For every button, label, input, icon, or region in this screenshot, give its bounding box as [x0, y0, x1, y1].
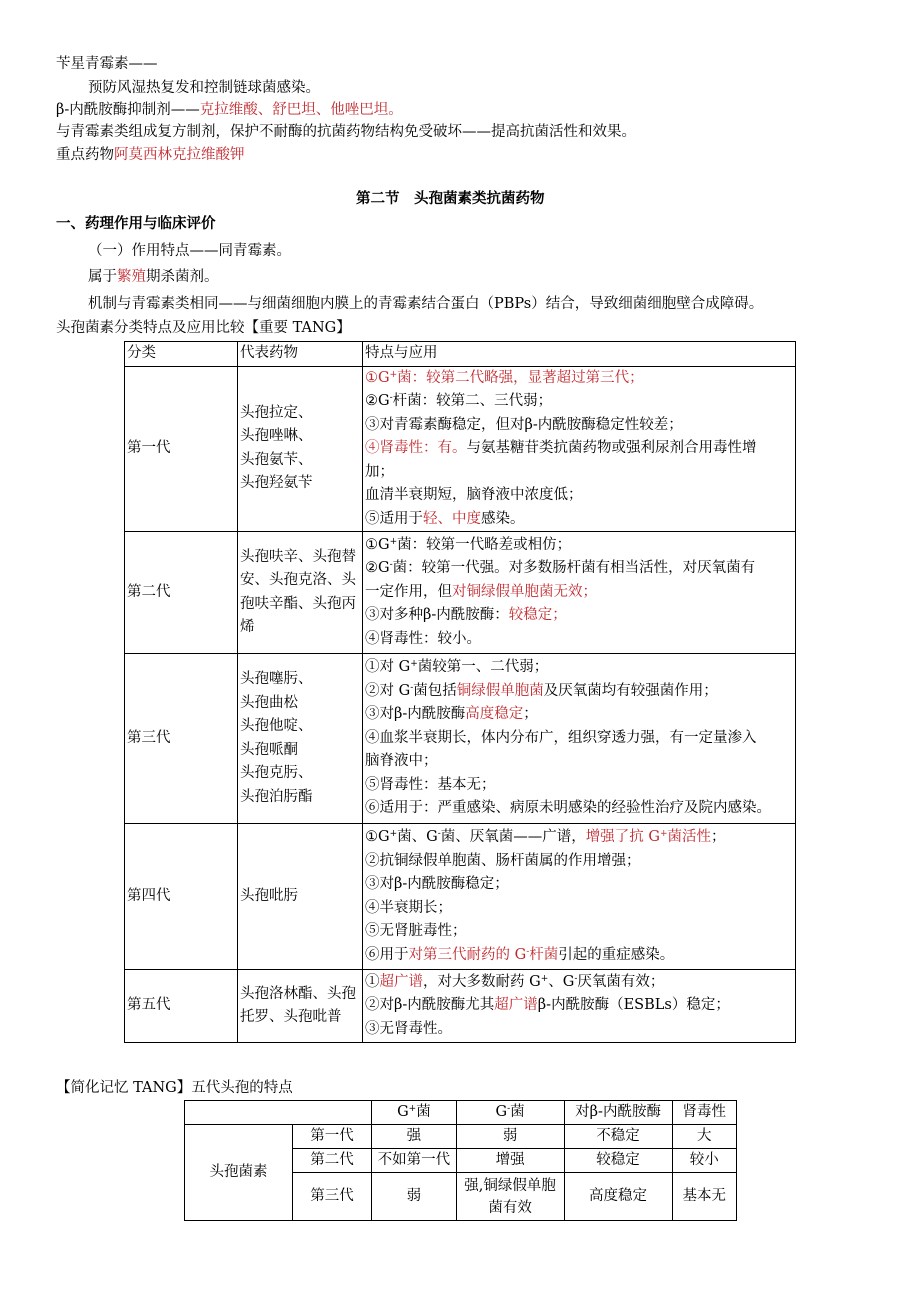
gen4-f1-sup1: + — [389, 829, 398, 839]
gen3-f2-sup: - — [410, 682, 414, 693]
gen1-drug: 头孢拉定、 — [240, 404, 313, 421]
intro-line-3-prefix: β-内酰胺酶抑制剂—— — [56, 102, 200, 118]
gen4-name: 第四代 — [125, 824, 238, 970]
memo-header-gp-sup: + — [408, 1104, 417, 1114]
memo-tox: 大 — [672, 1125, 736, 1149]
table-title: 头孢菌素分类特点及应用比较【重要 TANG】 — [56, 320, 351, 336]
memo-gp: 不如第一代 — [372, 1149, 456, 1173]
memo-enzyme: 不稳定 — [564, 1125, 672, 1149]
table-row-gen5 — [125, 970, 796, 1043]
gen3-f3-red: 高度稳定 — [465, 706, 524, 723]
gen4-feature — [365, 826, 793, 850]
gen5-f1-sup2: - — [574, 973, 578, 984]
gen4-feature: ③对β-内酰胺酶稳定； — [365, 876, 509, 892]
gen5-f2-red: 超广谱 — [494, 997, 538, 1014]
gen3-f2-suf: 及厌氧菌均有较强菌作用； — [543, 682, 718, 699]
gen1-f2-pre: ②G — [365, 393, 390, 409]
gen3-feature: ④血浆半衰期长，体内分布广，组织穿透力强，有一定量渗入 — [365, 729, 757, 746]
section-title: 第二节 头孢菌素类抗菌药物 — [356, 191, 545, 207]
gen3-feature — [365, 703, 793, 727]
gen2-f4-red: 较稳定； — [508, 607, 567, 624]
memo-enzyme: 高度稳定 — [564, 1173, 672, 1221]
gen2-f3-red: 对铜绿假单胞菌无效； — [452, 583, 597, 600]
intro-line-4: 与青霉素类组成复方制剂，保护不耐酶的抗菌药物结构免受破坏——提高抗菌活性和效果。 — [56, 124, 636, 140]
gen3-drug: 头孢哌酮 — [240, 741, 298, 758]
table-row-gen1 — [125, 366, 796, 532]
gen4-f1-red: 增强了抗 G — [585, 829, 660, 845]
gen4-f6-suf: 引起的重症感染。 — [558, 946, 675, 963]
paragraph-1-prefix: 属于 — [88, 269, 117, 285]
gen3-f2-red: 铜绿假单胞菌 — [456, 682, 544, 699]
gen3-feature: 脑脊液中； — [365, 753, 438, 770]
table-row-gen4 — [125, 824, 796, 970]
gen3-name: 第三代 — [125, 654, 238, 824]
gen1-features — [363, 366, 796, 532]
memo-header-gn-sup: - — [507, 1104, 511, 1114]
gen2-features — [363, 532, 796, 654]
gen5-name: 第五代 — [125, 970, 238, 1043]
gen2-feature — [365, 581, 793, 605]
gen1-f6-red: 轻、中度 — [423, 510, 481, 527]
gen2-f2-pre: ②G — [365, 560, 390, 577]
gen5-f1-pre: ① — [365, 973, 380, 990]
gen5-features — [363, 970, 796, 1043]
gen1-f6-suf: 感染。 — [481, 510, 525, 527]
gen3-features — [363, 654, 796, 824]
gen4-f1-sup2: - — [437, 829, 441, 839]
paragraph-1-highlight: 繁殖 — [117, 269, 146, 285]
intro-line-5 — [56, 145, 245, 165]
gen3-f3-suf: ； — [523, 706, 538, 723]
memo-gen: 第一代 — [292, 1125, 371, 1149]
gen5-drug: 托罗、头孢吡普 — [240, 1009, 342, 1025]
gen5-f1-sup1: + — [540, 973, 549, 984]
gen5-feature: ③无肾毒性。 — [365, 1020, 452, 1037]
memo-header-gp-pre: G — [397, 1104, 409, 1120]
memo-header-tox: 肾毒性 — [672, 1101, 736, 1125]
gen4-feature: ⑤无肾脏毒性； — [365, 923, 467, 939]
gen3-drug: 头孢曲松 — [240, 694, 298, 711]
gen1-f4-red: ④肾毒性：有。 — [365, 440, 467, 456]
gen4-feature — [365, 944, 793, 968]
gen4-f6-red: 对第三代耐药的 G — [408, 946, 527, 963]
gen5-f1-b: 、G — [548, 973, 575, 990]
memo-enzyme: 较稳定 — [564, 1149, 672, 1173]
gen2-f1: 菌：较第一代略差或相仿； — [397, 536, 572, 553]
gen4-features — [363, 824, 796, 970]
gen1-feature — [365, 437, 793, 461]
gen4-f1-suf: ； — [711, 829, 726, 845]
gen3-feature — [365, 680, 793, 704]
gen2-name: 第二代 — [125, 532, 238, 654]
intro-line-5-prefix: 重点药物 — [56, 147, 114, 163]
gen5-f2-suf: β-内酰胺酶（ESBLs）稳定； — [537, 997, 730, 1014]
gen2-f2-sup: - — [389, 560, 393, 571]
gen3-f1-sup: + — [410, 659, 418, 670]
memo-header-empty — [185, 1101, 372, 1125]
gen1-name: 第一代 — [125, 366, 238, 532]
paragraph-1-suffix: 期杀菌剂。 — [146, 269, 219, 285]
paragraph-2: 机制与青霉素类相同——与细菌细胞内膜上的青霉素结合蛋白（PBPs）结合，导致细菌细胞壁合成障碍。 — [88, 296, 764, 312]
gen3-feature: ⑥适用于：严重感染、病原未明感染的经验性治疗及院内感染。 — [365, 800, 771, 817]
gen2-feature — [365, 604, 793, 628]
gen3-drug: 头孢他啶、 — [240, 718, 313, 734]
gen1-f4: 与氨基糖苷类抗菌药物或强利尿剂合用毒性增 — [466, 440, 757, 456]
gen2-feature — [365, 534, 793, 558]
gen5-feature — [365, 971, 793, 995]
gen1-feature: ③对青霉素酶稳定，但对β-内酰胺酶稳定性较差； — [365, 416, 683, 433]
intro-line-2: 预防风湿热复发和控制链球菌感染。 — [88, 80, 320, 96]
memo-header-gn — [456, 1101, 564, 1125]
gen1-drug: 头孢氨苄、 — [240, 451, 313, 468]
gen3-f1-pre: ①对 G — [365, 659, 411, 676]
gen1-f1-sup: + — [389, 369, 398, 380]
intro-line-1: 苄星青霉素—— — [56, 56, 158, 72]
memo-header-gn-suf: 菌 — [510, 1104, 525, 1120]
memo-gen: 第三代 — [292, 1173, 371, 1221]
subheading-1: （一）作用特点——同青霉素。 — [88, 243, 291, 259]
gen5-f1-red: 超广谱 — [379, 973, 423, 990]
gen2-drug: 孢呋辛酯、头孢丙 — [240, 595, 356, 612]
gen1-feature — [365, 390, 793, 414]
header-category: 分类 — [125, 342, 238, 367]
gen3-f3-pre: ③对β-内酰胺酶 — [365, 706, 466, 723]
gen3-f2-pre: ②对 G — [365, 682, 411, 699]
memo-table — [184, 1100, 737, 1221]
memo-tox: 基本无 — [672, 1173, 736, 1221]
gen4-f1-red2: 菌活性 — [667, 829, 712, 845]
gen5-drug: 头孢洛林酯、头孢 — [240, 985, 356, 1002]
gen3-drug: 头孢克肟、 — [240, 765, 313, 781]
gen5-f2-pre: ②对β-内酰胺酶尤其 — [365, 997, 495, 1014]
gen1-drug: 头孢羟氨苄 — [240, 475, 313, 492]
section-heading-1: 一、药理作用与临床评价 — [56, 216, 216, 232]
gen2-f1-sup: + — [389, 536, 398, 547]
gen2-f2: 菌：较第一代强。对多数肠杆菌有相当活性，对厌氧菌有 — [392, 560, 756, 577]
gen5-f1-c: 厌氧菌有效； — [577, 973, 665, 990]
header-features: 特点与应用 — [363, 342, 796, 367]
memo-title: 【简化记忆 TANG】五代头孢的特点 — [56, 1080, 293, 1096]
table-row-gen3 — [125, 654, 796, 824]
gen5-drugs — [238, 970, 363, 1043]
memo-header-enzyme: 对β-内酰胺酶 — [564, 1101, 672, 1125]
gen4-feature: ②抗铜绿假单胞菌、肠杆菌属的作用增强； — [365, 852, 641, 869]
memo-gen: 第二代 — [292, 1149, 371, 1173]
gen3-drugs — [238, 654, 363, 824]
gen1-f2: 杆菌：较第二、三代弱； — [392, 393, 553, 409]
gen4-drug: 头孢吡肟 — [240, 887, 298, 904]
memo-row — [185, 1125, 737, 1149]
gen4-f1-c: 菌、厌氧菌——广谱， — [440, 829, 586, 845]
gen1-f6-pre: ⑤适用于 — [365, 510, 423, 527]
gen1-drugs — [238, 366, 363, 532]
gen1-feature: 血清半衰期短，脑脊液中浓度低； — [365, 487, 583, 503]
gen3-f1: 菌较第一、二代弱； — [417, 659, 549, 676]
intro-line-5-highlight: 阿莫西林克拉维酸钾 — [114, 147, 245, 163]
gen3-drug: 头孢泊肟酯 — [240, 788, 313, 805]
gen4-feature: ④半衰期长； — [365, 899, 452, 916]
gen2-drugs — [238, 532, 363, 654]
gen2-drug: 安、头孢克洛、头 — [240, 572, 356, 588]
gen1-feature — [365, 367, 793, 391]
gen1-f2-sup: - — [389, 393, 393, 403]
table-row-gen2 — [125, 532, 796, 654]
gen2-drug: 头孢呋辛、头孢替 — [240, 548, 356, 565]
gen1-f1-red: 菌：较第二代略强，显著超过第三代； — [397, 369, 644, 386]
gen1-feature — [365, 508, 793, 532]
gen4-drugs — [238, 824, 363, 970]
memo-gn: 弱 — [456, 1125, 564, 1149]
gen4-f6-sup: - — [526, 946, 530, 957]
memo-gp: 弱 — [372, 1173, 456, 1221]
gen3-feature: ⑤肾毒性：基本无； — [365, 776, 496, 793]
memo-group: 头孢菌素 — [185, 1125, 293, 1221]
paragraph-1 — [88, 267, 219, 287]
memo-gn-line: 菌有效 — [488, 1199, 532, 1216]
classification-table — [124, 341, 796, 1043]
gen4-f6-pre: ⑥用于 — [365, 946, 409, 963]
gen2-drug: 烯 — [240, 619, 255, 635]
gen4-f1-a: ①G — [365, 829, 390, 845]
gen3-drug: 头孢噻肟、 — [240, 671, 313, 687]
gen2-f3-pre: 一定作用，但 — [365, 583, 452, 600]
header-drugs: 代表药物 — [238, 342, 363, 367]
memo-header-gp-suf: 菌 — [416, 1104, 431, 1120]
memo-gn — [456, 1173, 564, 1221]
intro-line-3 — [56, 100, 403, 120]
gen1-feature: 加； — [365, 463, 394, 480]
intro-line-3-highlight: 克拉维酸、舒巴坦、他唑巴坦。 — [199, 102, 403, 118]
gen3-feature — [365, 656, 793, 680]
memo-gp: 强 — [372, 1125, 456, 1149]
gen2-feature — [365, 557, 793, 581]
memo-gn: 增强 — [456, 1149, 564, 1173]
gen2-f4-pre: ③对多种β-内酰胺酶： — [365, 607, 509, 624]
gen3-f2-mid: 菌包括 — [413, 682, 457, 699]
gen4-f1-b: 菌、G — [397, 829, 438, 845]
gen2-f1-pre: ①G — [365, 536, 390, 553]
gen5-feature — [365, 994, 793, 1018]
gen1-f1-pre: ①G — [365, 369, 390, 386]
gen1-drug: 头孢唑啉、 — [240, 428, 313, 445]
memo-header-row — [185, 1101, 737, 1125]
gen2-feature: ④肾毒性：较小。 — [365, 630, 481, 647]
memo-header-gp — [372, 1101, 456, 1125]
gen4-f6-red2: 杆菌 — [529, 946, 559, 963]
gen5-f1-a: ，对大多数耐药 G — [423, 973, 541, 990]
memo-tox: 较小 — [672, 1149, 736, 1173]
memo-gn-line: 强,铜绿假单胞 — [464, 1177, 556, 1194]
table-header-row — [125, 342, 796, 367]
gen4-f1-sup3: + — [659, 829, 668, 839]
memo-header-gn-pre: G — [495, 1104, 508, 1120]
